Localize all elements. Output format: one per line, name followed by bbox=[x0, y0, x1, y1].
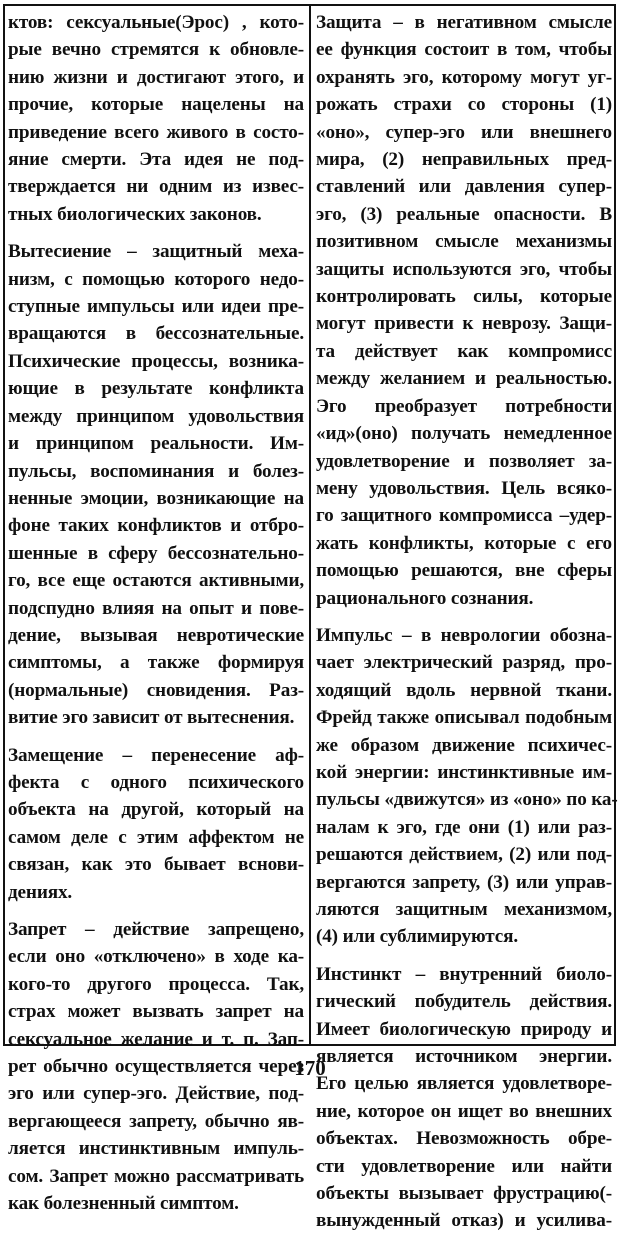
entry-term: Импульс bbox=[316, 624, 393, 646]
line-text: кой энергии: инстинктивные им- bbox=[316, 761, 612, 783]
text-line bbox=[8, 622, 304, 649]
line-text: низм, с помощью которого недо- bbox=[8, 268, 304, 290]
line-text: ляются защитным механизмом, bbox=[316, 899, 612, 920]
text-line bbox=[316, 64, 612, 91]
line-text: сексуальное желание и т. п. Зап- bbox=[8, 1028, 304, 1050]
text-line bbox=[8, 173, 304, 200]
line-text: дениях. bbox=[8, 881, 73, 903]
text-line bbox=[316, 228, 612, 255]
entry-term: Защита bbox=[316, 12, 382, 33]
text-line bbox=[8, 293, 304, 320]
entry-term: Замещение bbox=[8, 744, 104, 766]
text-line bbox=[316, 9, 612, 36]
line-text: – в неврологии обозна- bbox=[392, 624, 612, 646]
text-line bbox=[316, 146, 612, 173]
line-text: ходящий вдоль нервной ткани. bbox=[316, 679, 612, 701]
line-text: пульсы, воспоминания и болез- bbox=[8, 460, 304, 482]
glossary-entry bbox=[8, 9, 304, 228]
text-line bbox=[316, 420, 612, 447]
text-line bbox=[316, 475, 612, 502]
line-text: между принципом удовольствия bbox=[8, 405, 304, 427]
line-text: сти удовлетворение или найти bbox=[316, 1155, 612, 1177]
text-line bbox=[8, 64, 304, 91]
line-text: контролировать силы, которые bbox=[316, 286, 612, 308]
text-line bbox=[316, 961, 612, 988]
line-text: нию жизни и достигают этого, и bbox=[8, 66, 304, 88]
line-text: эго или супер-эго. Действие, под- bbox=[8, 1083, 304, 1105]
line-text: дение, вызывая невротические bbox=[8, 624, 304, 646]
line-text: рет обычно осуществляется через bbox=[8, 1056, 304, 1078]
text-line bbox=[316, 201, 612, 228]
text-line bbox=[8, 704, 304, 731]
glossary-entry bbox=[316, 961, 612, 1235]
glossary-entry bbox=[8, 238, 304, 731]
line-text: между желанием и реальностью. bbox=[316, 368, 612, 390]
text-line bbox=[8, 1026, 304, 1053]
line-text: рожать страхи со стороны (1) bbox=[316, 94, 612, 116]
text-line bbox=[316, 923, 612, 950]
line-text: го, все еще остаются активными, bbox=[8, 570, 304, 592]
text-line bbox=[316, 759, 612, 786]
line-text: Фрейд также описывал подобным bbox=[316, 707, 612, 729]
line-text: пульсы «движутся» из «оно» по ка- bbox=[316, 789, 618, 811]
line-text: прочие, которые нацелены на bbox=[8, 94, 304, 116]
text-line bbox=[8, 796, 304, 823]
text-line bbox=[8, 677, 304, 704]
text-line bbox=[8, 430, 304, 457]
line-text: вергающееся запрету, обычно яв- bbox=[8, 1110, 304, 1132]
text-line bbox=[8, 146, 304, 173]
text-line bbox=[316, 530, 612, 557]
line-text: сом. Запрет можно рассматривать bbox=[8, 1165, 304, 1187]
text-line bbox=[316, 256, 612, 283]
text-line bbox=[8, 485, 304, 512]
line-text: могут привести к неврозу. Защи- bbox=[316, 313, 612, 335]
line-text: как болезненный симптом. bbox=[8, 1193, 239, 1215]
text-line bbox=[8, 320, 304, 347]
entry-term: Вытесиение bbox=[8, 241, 112, 263]
text-line bbox=[316, 1180, 612, 1207]
text-line bbox=[8, 649, 304, 676]
text-line bbox=[316, 557, 612, 584]
line-text: яние смерти. Эта идея не под- bbox=[8, 149, 304, 171]
line-text: ненные эмоции, возникающие на bbox=[8, 487, 304, 509]
text-line bbox=[8, 201, 304, 228]
line-text: является источником энергии. bbox=[316, 1046, 612, 1068]
line-text: – в негативном смысле bbox=[381, 12, 612, 33]
line-text: позитивном смысле механизмы bbox=[316, 231, 612, 253]
text-line bbox=[316, 786, 618, 813]
line-text: «оно», супер-эго или внешнего bbox=[316, 121, 612, 143]
text-line bbox=[316, 173, 612, 200]
line-text: подспудно влияя на опыт и пове- bbox=[8, 597, 304, 619]
line-text: гический побудитель действия. bbox=[316, 991, 612, 1013]
line-text: кого-то другого процесса. Так, bbox=[8, 973, 304, 995]
line-text: если оно «отключено» в ходе ка- bbox=[8, 946, 304, 968]
text-line bbox=[316, 869, 612, 896]
line-text: Эго преобразует потребности bbox=[316, 395, 612, 417]
line-text: чает электрический разряд, про- bbox=[316, 652, 612, 674]
line-text: мену удовольствия. Цель всяко- bbox=[316, 477, 612, 499]
text-line bbox=[316, 841, 612, 868]
text-line bbox=[8, 238, 304, 265]
text-line bbox=[316, 585, 612, 612]
text-line bbox=[316, 732, 612, 759]
text-line bbox=[8, 9, 304, 36]
line-text: та действует как компромисс bbox=[316, 340, 612, 362]
text-line bbox=[316, 1016, 612, 1043]
text-line bbox=[8, 879, 304, 906]
text-line bbox=[8, 403, 304, 430]
entry-term: Инстинкт bbox=[316, 963, 402, 985]
line-text: тных биологических законов. bbox=[8, 203, 262, 225]
text-line bbox=[316, 704, 612, 731]
line-text: симптомы, а также формируя bbox=[8, 652, 304, 674]
line-text: охранять эго, которому могут уг- bbox=[316, 66, 612, 88]
line-text: Психические процессы, возника- bbox=[8, 350, 304, 372]
text-line bbox=[8, 1163, 304, 1190]
line-text: ктов: сексуальные(Эрос) , кото- bbox=[8, 12, 304, 33]
text-line bbox=[8, 1080, 304, 1107]
glossary-entry bbox=[316, 9, 612, 612]
text-line bbox=[8, 1135, 304, 1162]
text-line bbox=[8, 375, 304, 402]
line-text: Его целью является удовлетворе- bbox=[316, 1073, 612, 1095]
line-text: (нормальные) сновидения. Раз- bbox=[8, 679, 304, 701]
line-text: ее функция состоит в том, чтобы bbox=[316, 39, 612, 61]
text-line bbox=[316, 988, 612, 1015]
text-line bbox=[8, 36, 304, 63]
text-line bbox=[8, 567, 304, 594]
line-text: объекта на другой, который на bbox=[8, 799, 304, 821]
left-column bbox=[8, 9, 304, 1227]
line-text: вращаются в бессознательные. bbox=[8, 323, 304, 345]
line-text: защиты используются эго, чтобы bbox=[316, 258, 612, 280]
line-text: решаются действием, (2) или под- bbox=[316, 844, 612, 866]
line-text: связан, как это бывает вснови- bbox=[8, 854, 304, 876]
text-line bbox=[316, 393, 612, 420]
text-line bbox=[8, 851, 304, 878]
text-line bbox=[316, 91, 612, 118]
text-line bbox=[8, 348, 304, 375]
line-text: эго, (3) реальные опасности. В bbox=[316, 203, 612, 225]
line-text: объектах. Невозможность обре- bbox=[316, 1128, 612, 1150]
glossary-entry bbox=[316, 622, 618, 951]
text-line bbox=[316, 365, 612, 392]
text-line bbox=[8, 266, 304, 293]
text-line bbox=[316, 649, 612, 676]
text-line bbox=[8, 119, 304, 146]
line-text: ступные импульсы или идеи пре- bbox=[8, 296, 304, 318]
line-text: фекта с одного психического bbox=[8, 771, 304, 793]
page-number: 170 bbox=[294, 1056, 326, 1080]
text-line bbox=[316, 119, 612, 146]
text-line bbox=[8, 971, 304, 998]
line-text: ющие в результате конфликта bbox=[8, 378, 304, 400]
text-line bbox=[316, 1153, 612, 1180]
line-text: (4) или сублимируются. bbox=[316, 926, 518, 948]
text-line bbox=[316, 814, 612, 841]
line-text: вынужденный отказ) и усилива- bbox=[316, 1210, 612, 1232]
line-text: ние, которое он ищет во внешних bbox=[316, 1100, 612, 1122]
line-text: ляется инстинктивным импуль- bbox=[8, 1138, 304, 1160]
text-line bbox=[8, 742, 304, 769]
line-text: мира, (2) неправильных пред- bbox=[316, 149, 612, 171]
text-line bbox=[8, 824, 304, 851]
text-line bbox=[8, 512, 304, 539]
line-text: го защитного компромисса –удер- bbox=[316, 505, 612, 527]
text-line bbox=[316, 1125, 612, 1152]
text-line bbox=[316, 310, 612, 337]
text-line bbox=[316, 283, 612, 310]
line-text: рые вечно стремятся к обновле- bbox=[8, 39, 304, 61]
text-line bbox=[8, 595, 304, 622]
text-line bbox=[8, 91, 304, 118]
text-line bbox=[8, 916, 304, 943]
line-text: жать конфликты, которые с его bbox=[316, 532, 612, 554]
line-text: налам к эго, где они (1) или раз- bbox=[316, 816, 612, 838]
line-text: приведение всего живого в состо- bbox=[8, 121, 304, 143]
line-text: – внутренний биоло- bbox=[401, 963, 612, 985]
line-text: страх может вызвать запрет на bbox=[8, 1001, 304, 1023]
line-text: фоне таких конфликтов и отбро- bbox=[8, 515, 304, 537]
line-text: удовлетворение и позволяет за- bbox=[316, 450, 612, 472]
line-text: рационального сознания. bbox=[316, 587, 534, 609]
text-line bbox=[316, 1098, 612, 1125]
text-line bbox=[8, 998, 304, 1025]
text-line bbox=[316, 502, 612, 529]
entry-term: Запрет bbox=[8, 919, 67, 940]
text-line bbox=[8, 1108, 304, 1135]
text-line bbox=[316, 338, 612, 365]
text-line bbox=[8, 769, 304, 796]
text-line bbox=[8, 458, 304, 485]
line-text: ставлений или давления супер- bbox=[316, 176, 612, 198]
line-text: шенные в сферу бессознательно- bbox=[8, 542, 304, 564]
glossary-entry bbox=[8, 742, 304, 906]
line-text: «ид»(оно) получать немедленное bbox=[316, 423, 612, 445]
line-text: – перенесение аф- bbox=[103, 744, 304, 766]
line-text: вергаются запрету, (3) или управ- bbox=[316, 871, 612, 893]
line-text: и принципом реальности. Им- bbox=[8, 433, 304, 455]
line-text: объекты вызывает фрустрацию(- bbox=[316, 1183, 612, 1205]
line-text: самом деле с этим аффектом не bbox=[8, 826, 304, 848]
line-text: же образом движение психичес- bbox=[316, 734, 612, 756]
line-text: витие эго зависит от вытеснения. bbox=[8, 707, 295, 729]
text-line bbox=[8, 540, 304, 567]
column-divider bbox=[309, 4, 311, 1046]
line-text: Имеет биологическую природу и bbox=[316, 1018, 612, 1040]
text-line bbox=[316, 677, 612, 704]
text-line bbox=[316, 1207, 612, 1234]
text-line bbox=[8, 1190, 304, 1217]
text-line bbox=[316, 36, 612, 63]
line-text: – защитный меха- bbox=[111, 241, 304, 263]
text-line bbox=[316, 448, 612, 475]
line-text: тверждается ни одним из извес- bbox=[8, 176, 304, 198]
line-text: – действие запрещено, bbox=[66, 919, 304, 940]
line-text: помощью решаются, вне сферы bbox=[316, 560, 612, 582]
text-line bbox=[316, 896, 612, 923]
text-line bbox=[8, 943, 304, 970]
text-line bbox=[316, 622, 612, 649]
